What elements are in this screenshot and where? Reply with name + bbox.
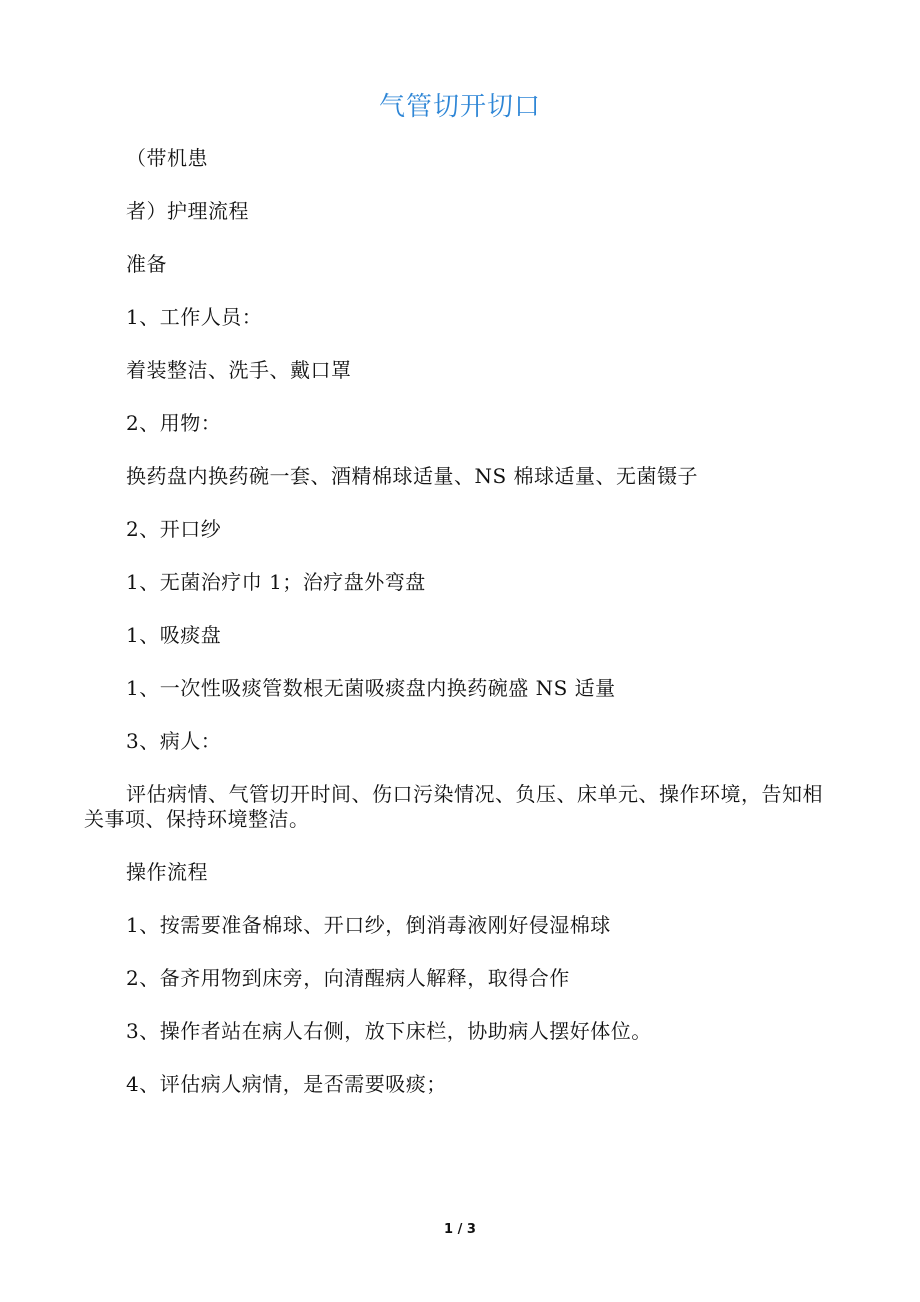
paragraph: 评估病情、气管切开时间、伤口污染情况、负压、床单元、操作环境，告知相关事项、保持环境整洁。: [84, 782, 823, 831]
document-title: 气管切开切口: [378, 92, 541, 122]
section-heading-preparation: 准备: [126, 252, 167, 276]
paragraph: （带机患: [126, 146, 208, 170]
paragraph: 2、用物：: [126, 411, 222, 435]
document-body: [84, 146, 836, 1125]
paragraph: 4、评估病人病情，是否需要吸痰；: [126, 1072, 447, 1096]
paragraph: 者）护理流程: [126, 199, 249, 223]
paragraph: 3、病人：: [126, 729, 222, 753]
paragraph: 3、操作者站在病人右侧，放下床栏，协助病人摆好体位。: [126, 1019, 652, 1043]
paragraph: 换药盘内换药碗一套、酒精棉球适量、NS 棉球适量、无菌镊子: [126, 464, 699, 488]
paragraph: 着装整洁、洗手、戴口罩: [126, 358, 352, 382]
paragraph: 1、工作人员：: [126, 305, 263, 329]
paragraph: 1、一次性吸痰管数根无菌吸痰盘内换药碗盛 NS 适量: [126, 676, 616, 700]
paragraph: 1、吸痰盘: [126, 623, 222, 647]
paragraph: 1、无菌治疗巾 1；治疗盘外弯盘: [126, 570, 426, 594]
section-heading-procedure: 操作流程: [126, 860, 208, 884]
page-number: 1 / 3: [444, 1222, 476, 1237]
paragraph: 2、开口纱: [126, 517, 222, 541]
paragraph: 2、备齐用物到床旁，向清醒病人解释，取得合作: [126, 966, 570, 990]
paragraph: 1、按需要准备棉球、开口纱，倒消毒液刚好侵湿棉球: [126, 913, 611, 937]
